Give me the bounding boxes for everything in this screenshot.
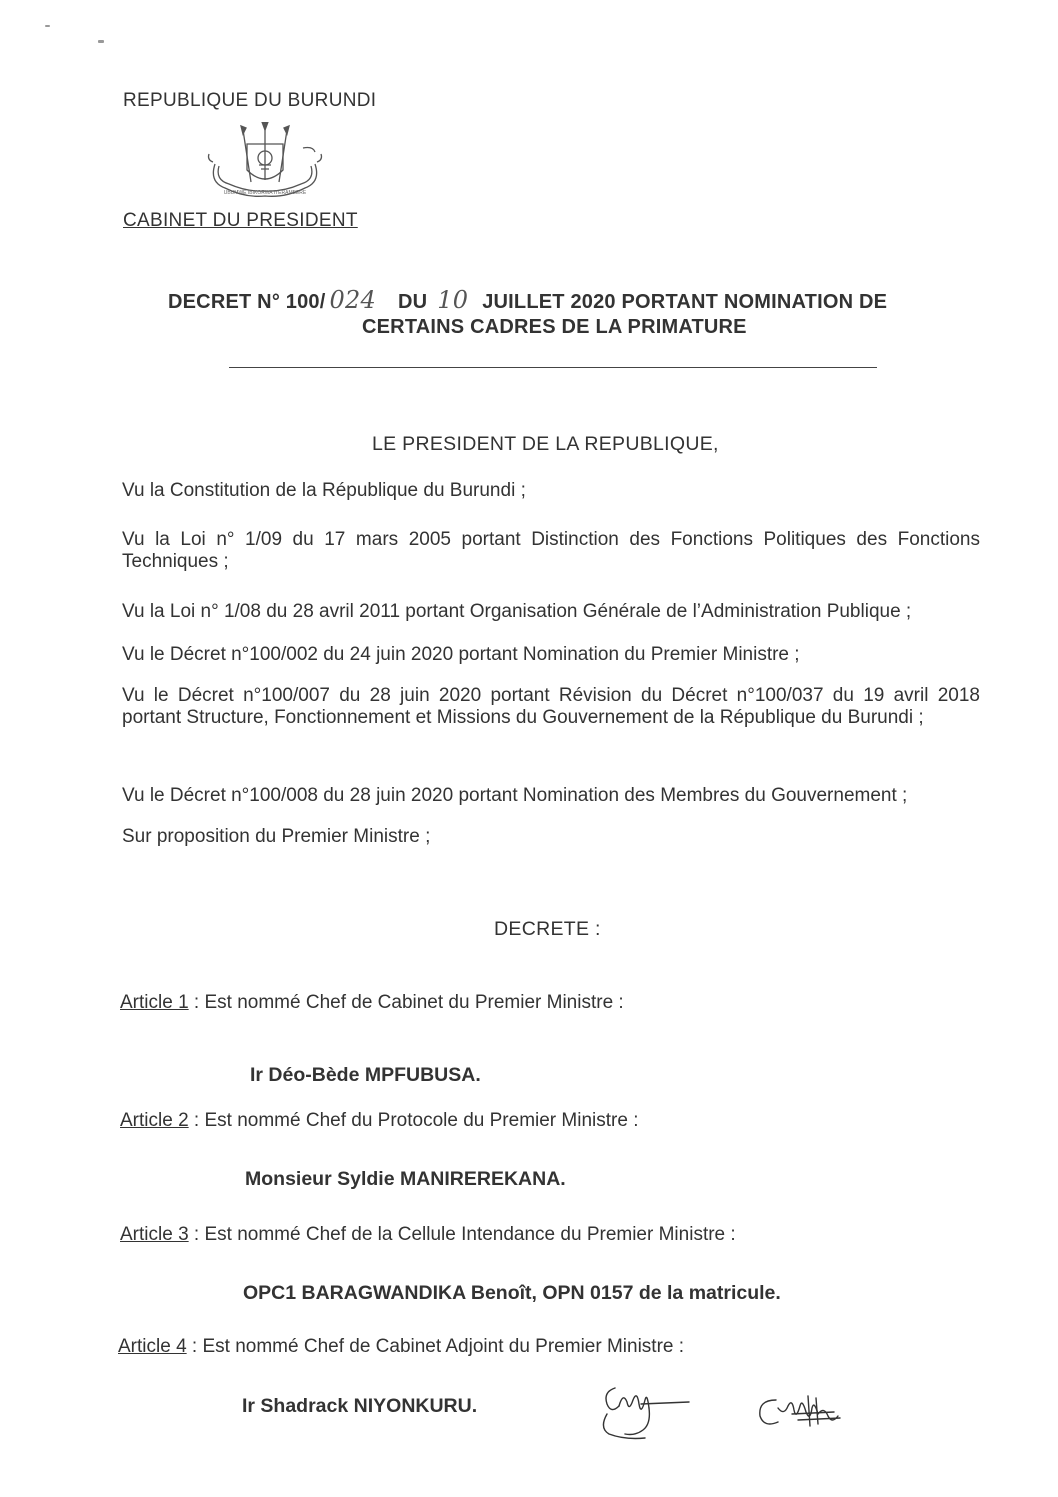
consideration-item: Vu le Décret n°100/002 du 24 juin 2020 portant Nomination du Premier Ministre ; xyxy=(122,644,800,665)
article-4 xyxy=(118,1336,684,1358)
article-text: : Est nommé Chef de la Cellule Intendance du Premier Ministre : xyxy=(188,1224,736,1245)
decrete-heading: DECRETE : xyxy=(494,918,601,940)
consideration-item: Vu le Décret n°100/007 du 28 juin 2020 portant Révision du Décret n°100/037 du 19 avril 2018 portant Structure, Fonctionnement et Missions du Gouvernement de la République du Burundi ; xyxy=(122,685,980,728)
article-4-nominee: Ir Shadrack NIYONKURU. xyxy=(242,1395,478,1417)
title-du: DU xyxy=(397,291,428,313)
president-heading: LE PRESIDENT DE LA REPUBLIQUE, xyxy=(372,433,719,455)
decree-title-line-1 xyxy=(168,286,887,314)
decree-title-line-2: CERTAINS CADRES DE LA PRIMATURE xyxy=(362,316,747,338)
consideration-item: Vu la Loi n° 1/08 du 28 avril 2011 portant Organisation Générale de l’Administration Publique ; xyxy=(122,601,912,622)
article-text: : Est nommé Chef de Cabinet du Premier Ministre : xyxy=(188,992,624,1013)
republic-heading: REPUBLIQUE DU BURUNDI xyxy=(123,90,377,111)
burundi-coat-of-arms-emblem xyxy=(205,122,325,204)
decret-prefix: DECRET N° 100/ xyxy=(168,291,326,313)
initials-signature-1 xyxy=(585,1378,695,1450)
initials-signature-2 xyxy=(748,1386,848,1442)
decret-day-handwritten: 10 xyxy=(437,286,469,314)
article-3-nominee: OPC1 BARAGWANDIKA Benoît, OPN 0157 de la matricule. xyxy=(243,1282,781,1304)
emblem-motto: UBUMWE IBIKORWA ITERAMBERE xyxy=(223,190,307,196)
article-label: Article 1 xyxy=(120,992,189,1013)
consideration-item: Vu la Loi n° 1/09 du 17 mars 2005 portant Distinction des Fonctions Politiques des Fonctions Techniques ; xyxy=(122,529,980,572)
title-divider xyxy=(229,367,877,368)
consideration-item: Sur proposition du Premier Ministre ; xyxy=(122,826,431,847)
consideration-item: Vu le Décret n°100/008 du 28 juin 2020 portant Nomination des Membres du Gouvernement ; xyxy=(122,785,908,806)
article-label: Article 4 xyxy=(118,1336,187,1357)
article-label: Article 2 xyxy=(120,1110,189,1131)
article-1-nominee: Ir Déo-Bède MPFUBUSA. xyxy=(250,1064,481,1086)
scan-speck xyxy=(45,25,50,27)
scan-speck xyxy=(98,40,104,43)
article-3 xyxy=(120,1224,736,1246)
cabinet-heading: CABINET DU PRESIDENT xyxy=(123,210,358,231)
consideration-item: Vu la Constitution de la République du Burundi ; xyxy=(122,480,526,501)
article-text: : Est nommé Chef de Cabinet Adjoint du Premier Ministre : xyxy=(186,1336,685,1357)
article-label: Article 3 xyxy=(120,1224,189,1245)
article-2 xyxy=(120,1110,638,1132)
title-rest-line-1: JUILLET 2020 PORTANT NOMINATION DE xyxy=(482,291,888,313)
article-text: : Est nommé Chef du Protocole du Premier Ministre : xyxy=(188,1110,639,1131)
article-1 xyxy=(120,992,624,1014)
decret-number-handwritten: 024 xyxy=(329,286,376,314)
article-2-nominee: Monsieur Syldie MANIREREKANA. xyxy=(245,1168,566,1190)
